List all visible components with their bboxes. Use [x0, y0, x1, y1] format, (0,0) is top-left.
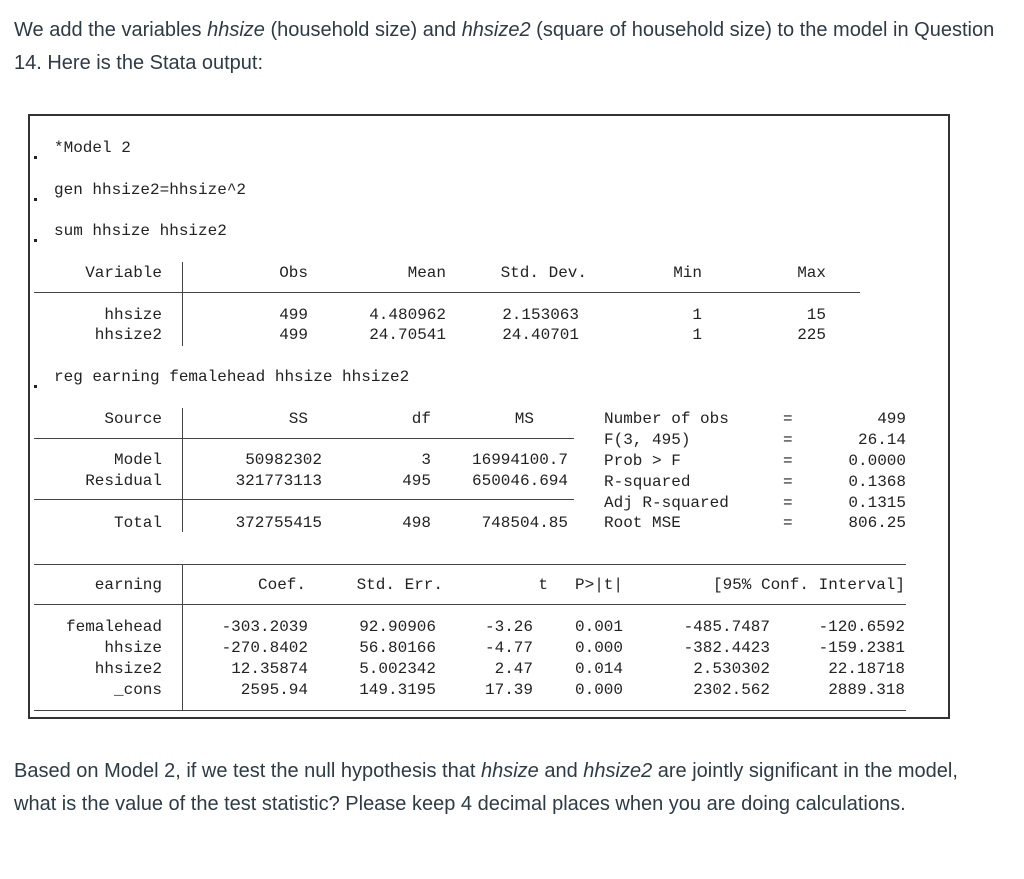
- sum-obs: 499: [279, 306, 308, 324]
- coef-header-coef: Coef.: [257, 576, 306, 594]
- coef-se: 56.80166: [359, 639, 436, 657]
- coef-p: 0.000: [574, 681, 623, 699]
- anova-ss: 50982302: [245, 451, 322, 469]
- question-paragraph: Based on Model 2, if we test the null hypothesis that hhsize and hhsize2 are jointly significant in the model, what is the value of the test statistic? Please keep 4 decimal places when you are doing calculations.: [14, 760, 958, 815]
- sum-header-min: Min: [673, 264, 702, 282]
- coef-vertical-rule: [182, 564, 183, 710]
- anova-vertical-rule: [182, 408, 183, 532]
- sum-header-variable: Variable: [85, 264, 162, 282]
- sum-mean: 24.70541: [369, 326, 446, 344]
- anova-source: Model: [113, 451, 162, 469]
- fit-equals: =: [783, 410, 793, 428]
- coef-ci-high: 2889.318: [828, 681, 905, 699]
- fit-value: 26.14: [857, 431, 906, 449]
- anova-ms: 650046.694: [471, 472, 568, 490]
- coef-t: -4.77: [484, 639, 533, 657]
- coef-ci-high: 22.18718: [828, 660, 905, 678]
- fit-label: Root MSE: [604, 514, 681, 532]
- prompt-dot: [34, 385, 37, 388]
- coef-header-rule: [34, 604, 906, 605]
- coef-ci-low: -382.4423: [683, 639, 770, 657]
- coef-t: 17.39: [484, 681, 533, 699]
- fit-equals: =: [783, 514, 793, 532]
- coef-top-rule: [34, 564, 906, 565]
- anova-ss: 321773113: [235, 472, 322, 490]
- fit-value: 499: [877, 410, 906, 428]
- sum-header-mean: Mean: [407, 264, 446, 282]
- fit-value: 0.1315: [848, 494, 906, 512]
- sum-vertical-rule: [182, 262, 183, 346]
- fit-value: 806.25: [848, 514, 906, 532]
- var-hhsize: hhsize: [207, 19, 265, 41]
- anova-ms: 16994100.7: [471, 451, 568, 469]
- command-reg: reg earning femalehead hhsize hhsize2: [54, 368, 410, 386]
- sum-header-obs: Obs: [279, 264, 308, 282]
- coef-ci-low: 2302.562: [693, 681, 770, 699]
- coef-header-ci: [95% Conf. Interval]: [712, 576, 905, 594]
- coef-header-se: Std. Err.: [356, 576, 443, 594]
- fit-equals: =: [783, 452, 793, 470]
- fit-label: Adj R-squared: [604, 494, 729, 512]
- coef-bottom-rule: [34, 710, 906, 711]
- var-hhsize2: hhsize2: [461, 19, 531, 41]
- sum-sd: 2.153063: [502, 306, 579, 324]
- intro-paragraph: We add the variables hhsize (household size) and hhsize2 (square of household size) to the model in Question 14. Here is the Stata output:: [14, 19, 995, 74]
- anova-source: Residual: [85, 472, 162, 490]
- sum-mean: 4.480962: [369, 306, 446, 324]
- fit-label: Number of obs: [604, 410, 729, 428]
- sum-obs: 499: [279, 326, 308, 344]
- sum-var-name: hhsize: [104, 306, 162, 324]
- fit-value: 0.0000: [848, 452, 906, 470]
- coef-varname: femalehead: [65, 618, 162, 636]
- coef-header-t: t: [538, 576, 548, 594]
- anova-total-df: 498: [402, 514, 431, 532]
- stata-output: [28, 114, 950, 719]
- prompt-dot: [34, 239, 37, 242]
- anova-df: 495: [402, 472, 431, 490]
- sum-header-rule: [34, 292, 860, 293]
- anova-total-source: Total: [113, 514, 162, 532]
- sum-max: 225: [797, 326, 826, 344]
- coef-t: 2.47: [494, 660, 533, 678]
- anova-header-df: df: [411, 410, 431, 428]
- coef-ci-low: -485.7487: [683, 618, 770, 636]
- prompt-dot: [34, 156, 37, 159]
- command-comment: *Model 2: [54, 139, 131, 157]
- sum-header-sd: Std. Dev.: [500, 264, 587, 282]
- var-hhsize2: hhsize2: [583, 760, 653, 782]
- fit-label: Prob > F: [604, 452, 681, 470]
- fit-equals: =: [783, 473, 793, 491]
- command-sum: sum hhsize hhsize2: [54, 222, 227, 240]
- coef-value: 2595.94: [240, 681, 308, 699]
- coef-varname: _cons: [113, 681, 162, 699]
- sum-header-max: Max: [797, 264, 826, 282]
- anova-header-ms: MS: [514, 410, 534, 428]
- fit-label: R-squared: [604, 473, 691, 491]
- coef-t: -3.26: [484, 618, 533, 636]
- coef-se: 149.3195: [359, 681, 436, 699]
- prompt-dot: [34, 198, 37, 201]
- fit-equals: =: [783, 431, 793, 449]
- coef-ci-low: 2.530302: [693, 660, 770, 678]
- anova-total-ss: 372755415: [235, 514, 322, 532]
- fit-label: F(3, 495): [604, 431, 691, 449]
- anova-header-ss: SS: [288, 410, 308, 428]
- coef-ci-high: -120.6592: [818, 618, 905, 636]
- anova-total-rule: [34, 499, 574, 500]
- coef-ci-high: -159.2381: [818, 639, 905, 657]
- coef-p: 0.000: [574, 639, 623, 657]
- anova-header-source: Source: [104, 410, 162, 428]
- sum-sd: 24.40701: [502, 326, 579, 344]
- var-hhsize: hhsize: [480, 760, 539, 782]
- coef-se: 92.90906: [359, 618, 436, 636]
- sum-min: 1: [692, 306, 702, 324]
- anova-header-rule: [34, 438, 574, 439]
- sum-min: 1: [692, 326, 702, 344]
- coef-varname: hhsize: [104, 639, 162, 657]
- fit-equals: =: [783, 494, 793, 512]
- command-gen: gen hhsize2=hhsize^2: [54, 181, 247, 199]
- fit-value: 0.1368: [848, 473, 906, 491]
- coef-p: 0.014: [574, 660, 623, 678]
- anova-total-ms: 748504.85: [481, 514, 568, 532]
- coef-varname: hhsize2: [94, 660, 162, 678]
- anova-df: 3: [421, 451, 431, 469]
- coef-value: 12.35874: [231, 660, 308, 678]
- coef-header-p: P>|t|: [574, 576, 623, 594]
- coef-value: -270.8402: [221, 639, 308, 657]
- coef-header-depvar: earning: [94, 576, 162, 594]
- coef-p: 0.001: [574, 618, 623, 636]
- coef-value: -303.2039: [221, 618, 308, 636]
- sum-var-name: hhsize2: [94, 326, 162, 344]
- sum-max: 15: [806, 306, 826, 324]
- coef-se: 5.002342: [359, 660, 436, 678]
